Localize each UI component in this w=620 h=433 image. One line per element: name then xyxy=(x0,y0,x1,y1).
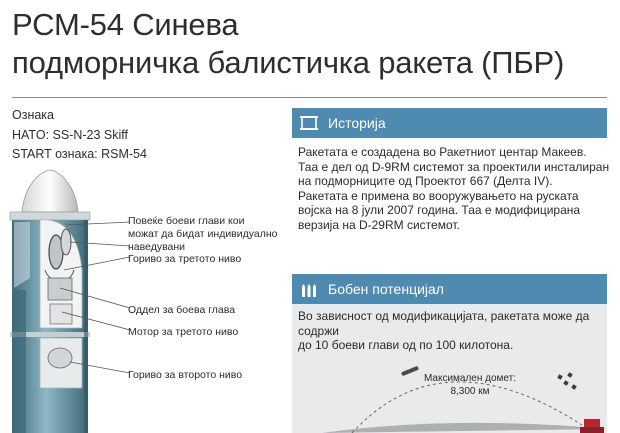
scroll-icon xyxy=(298,112,320,134)
history-line-6: верзија на D-29RM системот. xyxy=(298,217,460,232)
nose-cone xyxy=(22,170,78,212)
warhead-cluster xyxy=(557,372,576,389)
history-line-1: Ракетата е создадена во Ракетниот центар Макеев. xyxy=(298,145,587,159)
callout-warheads xyxy=(128,215,278,254)
designation-nato: HATO: SS-N-23 Skiff xyxy=(12,127,129,142)
title-divider xyxy=(12,97,607,98)
history-line-3: на подморниците од Проектот 667 (Делта IV). xyxy=(298,174,553,188)
missile-illustration xyxy=(0,160,130,433)
callout-second-stage-fuel: Гориво за второто ниво xyxy=(128,369,243,381)
callout-warhead-section: Оддел за боева глава xyxy=(128,304,236,316)
range-annotation xyxy=(415,372,525,398)
combat-title: Бобен потенцијал xyxy=(328,281,444,297)
ammunition-icon xyxy=(298,278,320,300)
combat-line-2: до 10 боеви глави од по 100 килотона. xyxy=(298,338,514,352)
history-line-2: Таа е дел од D-9RM системот за проектили инсталиран xyxy=(298,159,610,174)
callout-warheads-line-2: можат да бидат индивидуално xyxy=(128,228,278,240)
history-line-4: Ракетата е примена во вооружувањето на руската xyxy=(298,188,579,203)
combat-line-1: Во зависност од модификацијата, ракетата може да содржи xyxy=(298,309,590,338)
combat-header xyxy=(292,274,607,304)
history-line-5: војска на 8 јули 2007 година. Таа е модифицирана xyxy=(298,203,581,217)
designation-block xyxy=(12,106,147,165)
earth-surface xyxy=(322,423,607,433)
range-label: Максимален домет: xyxy=(423,373,517,384)
callout-warheads-line-3: наведувани xyxy=(128,241,186,253)
history-title: Историја xyxy=(328,115,386,131)
history-text xyxy=(298,145,610,232)
callout-third-stage-motor: Мотор за третото ниво xyxy=(128,326,239,338)
callout-warheads-line-1: Повеќе боеви глави кои xyxy=(128,215,245,227)
title-line-2: подморничка балистичка ракета (ПБР) xyxy=(12,45,565,80)
page-title xyxy=(12,6,564,82)
callout-third-stage-fuel: Гориво за третото ниво xyxy=(128,253,242,265)
history-header xyxy=(292,108,607,138)
range-value: 8,300 км xyxy=(450,386,490,397)
designation-label: Ознака xyxy=(12,108,55,122)
designation-start: START ознака: RSM-54 xyxy=(12,147,147,161)
title-line-1: РСМ-54 Синева xyxy=(12,7,239,42)
